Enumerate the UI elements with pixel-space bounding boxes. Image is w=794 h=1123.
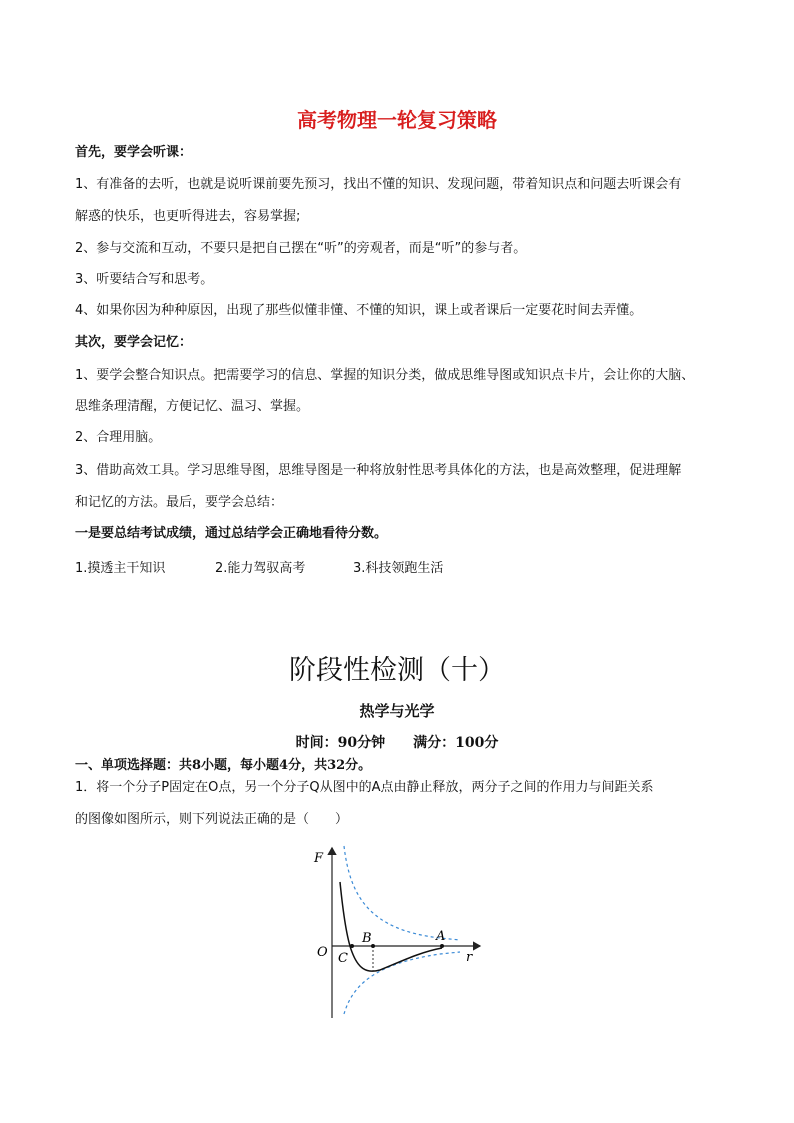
listening-item-1a: 1、有准备的去听，也就是说听课前要先预习，找出不懂的知识、发现问题，带着知识点和问题去听课会有 <box>75 177 682 192</box>
test-subtitle: 热学与光学 <box>359 702 435 720</box>
point-c <box>350 944 354 948</box>
point-2: 2.能力驾驭高考 <box>215 561 306 576</box>
section-heading: 一、单项选择题：共8小题，每小题4分，共32分。 <box>75 758 372 773</box>
point-a <box>440 944 444 948</box>
resultant-force-curve <box>340 882 442 971</box>
memory-item-3a: 3、借助高效工具。学习思维导图，思维导图是一种将放射性思考具体化的方法，也是高效整理，促进理解 <box>75 463 682 478</box>
summary-line: 一是要总结考试成绩，通过总结学会正确地看待分数。 <box>75 526 388 541</box>
memory-item-1a: 1、要学会整合知识点。把需要学习的信息、掌握的知识分类，做成思维导图或知识点卡片，会让你的大脑、 <box>75 368 695 383</box>
force-distance-graph <box>300 842 490 1022</box>
point-1: 1.摸透主干知识 <box>75 561 166 576</box>
question-1-line-a: 1．将一个分子P固定在O点，另一个分子Q从图中的A点由静止释放，两分子之间的作用力与间距关系 <box>75 780 654 795</box>
label-c: C <box>338 951 348 966</box>
label-r: r <box>466 950 473 965</box>
time-and-score: 时间：90分钟 满分：100分 <box>295 735 499 751</box>
label-a: A <box>436 929 446 944</box>
listening-item-2: 2、参与交流和互动，不要只是把自己摆在“听”的旁观者，而是“听”的参与者。 <box>75 241 527 256</box>
memory-item-2: 2、合理用脑。 <box>75 430 162 445</box>
heading-listening: 首先，要学会听课： <box>75 145 193 160</box>
force-distance-figure <box>300 842 490 1022</box>
question-1-line-b: 的图像如图所示，则下列说法正确的是（ ） <box>75 812 349 827</box>
repulsive-dashed-curve <box>344 846 460 940</box>
heading-memory: 其次，要学会记忆： <box>75 335 193 350</box>
memory-item-1b: 思维条理清醒，方便记忆、温习、掌握。 <box>75 399 310 414</box>
label-o: O <box>317 945 328 960</box>
test-title: 阶段性检测（十） <box>289 655 505 686</box>
memory-item-3b: 和记忆的方法。最后，要学会总结： <box>75 495 284 510</box>
listening-item-3: 3、听要结合写和思考。 <box>75 272 214 287</box>
listening-item-4: 4、如果你因为种种原因，出现了那些似懂非懂、不懂的知识，课上或者课后一定要花时间去弄懂。 <box>75 303 643 318</box>
label-b: B <box>362 931 372 946</box>
point-3: 3.科技领跑生活 <box>353 561 444 576</box>
point-b <box>371 944 375 948</box>
listening-item-1b: 解惑的快乐，也更听得进去，容易掌握; <box>75 209 301 224</box>
three-points-row <box>75 557 443 576</box>
label-f: F <box>314 851 324 866</box>
strategy-title: 高考物理一轮复习策略 <box>297 108 497 132</box>
